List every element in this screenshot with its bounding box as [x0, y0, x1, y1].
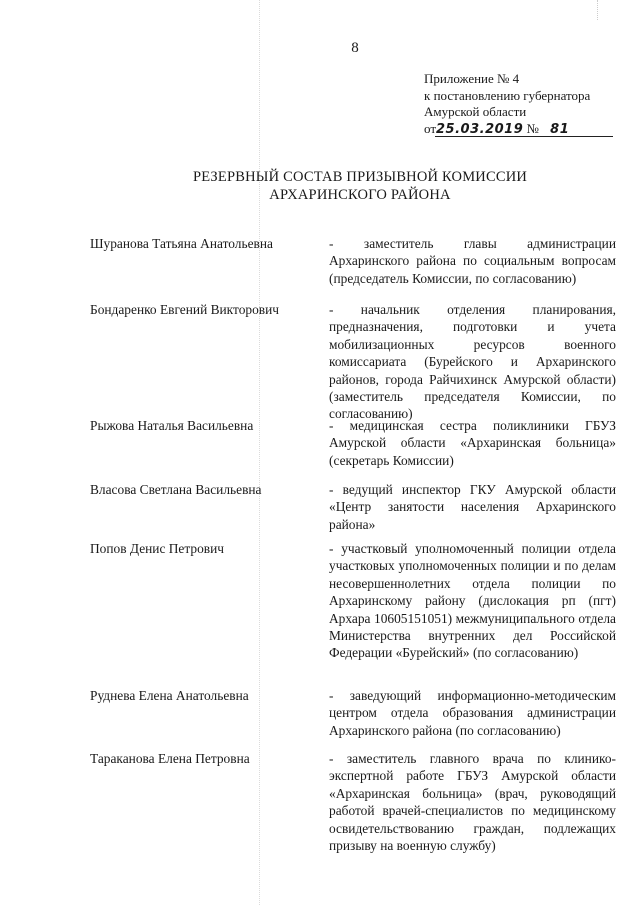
member-role: - медицинская сестра поликлиники ГБУЗ Амурской области «Архаринская больница» (секретарь Комиссии)	[329, 418, 616, 468]
number-sign: №	[526, 120, 539, 136]
appendix-decree: к постановлению губернатора	[424, 87, 591, 103]
member-role: - начальник отделения планирования, предназначения, подготовки и учета мобилизационных ресурсов военного комиссариата (Бурейского и Архаринского районов, города Райчихинск Амурской области) (заместитель председателя Комиссии, по согласованию)	[329, 302, 616, 422]
member-name: Руднева Елена Анатольевна	[90, 688, 249, 703]
member-role: - заведующий информационно-методическим центром отдела образования администрации Архаринского района (по согласованию)	[329, 688, 616, 738]
member-name: Бондаренко Евгений Викторович	[90, 302, 279, 317]
member-name: Попов Денис Петрович	[90, 541, 225, 556]
date-prefix: от	[424, 120, 437, 136]
member-role: - ведущий инспектор ГКУ Амурской области «Центр занятости населения Архаринского района»	[329, 482, 616, 532]
date-underline	[435, 136, 613, 137]
member-name: Власова Светлана Васильевна	[90, 482, 262, 497]
title-line-2: АРХАРИНСКОГО РАЙОНА	[269, 187, 451, 203]
appendix-date-line	[424, 121, 590, 139]
member-name: Шуранова Татьяна Анатольевна	[90, 236, 273, 251]
page-number: 8	[351, 40, 359, 56]
appendix-title: Приложение № 4	[424, 71, 520, 86]
member-role: - заместитель главы администрации Архаринского района по социальным вопросам (председатель Комиссии, по согласованию)	[329, 236, 616, 286]
scan-fold-line	[259, 0, 260, 905]
title-line-1: РЕЗЕРВНЫЙ СОСТАВ ПРИЗЫВНОЙ КОМИССИИ	[192, 169, 528, 185]
document-title	[150, 168, 570, 204]
appendix-region: Амурской области	[424, 104, 527, 119]
handwritten-number: 81	[550, 121, 570, 137]
member-role: - заместитель главного врача по клинико-экспертной работе ГБУЗ Амурской области «Архаринская больница» (врач, руководящий работой врачей-специалистов по медицинскому освидетельствованию граждан, подлежащих призыву на военную службу)	[329, 751, 616, 854]
handwritten-date: 25.03.2019	[436, 121, 524, 137]
member-name: Рыжова Наталья Васильевна	[90, 418, 254, 433]
member-name: Тараканова Елена Петровна	[90, 751, 250, 766]
member-role: - участковый уполномоченный полиции отдела участковых уполномоченных полиции и по делам несовершеннолетних отдела полиции по Архаринскому району (дислокация рп (пгт) Архара 10605151051) межмуниципального отдела Министерства внутренних дел Российской Федерации «Бурейский» (по согласованию)	[329, 541, 616, 661]
appendix-block	[424, 71, 590, 138]
scan-fold-line-top	[597, 0, 598, 20]
